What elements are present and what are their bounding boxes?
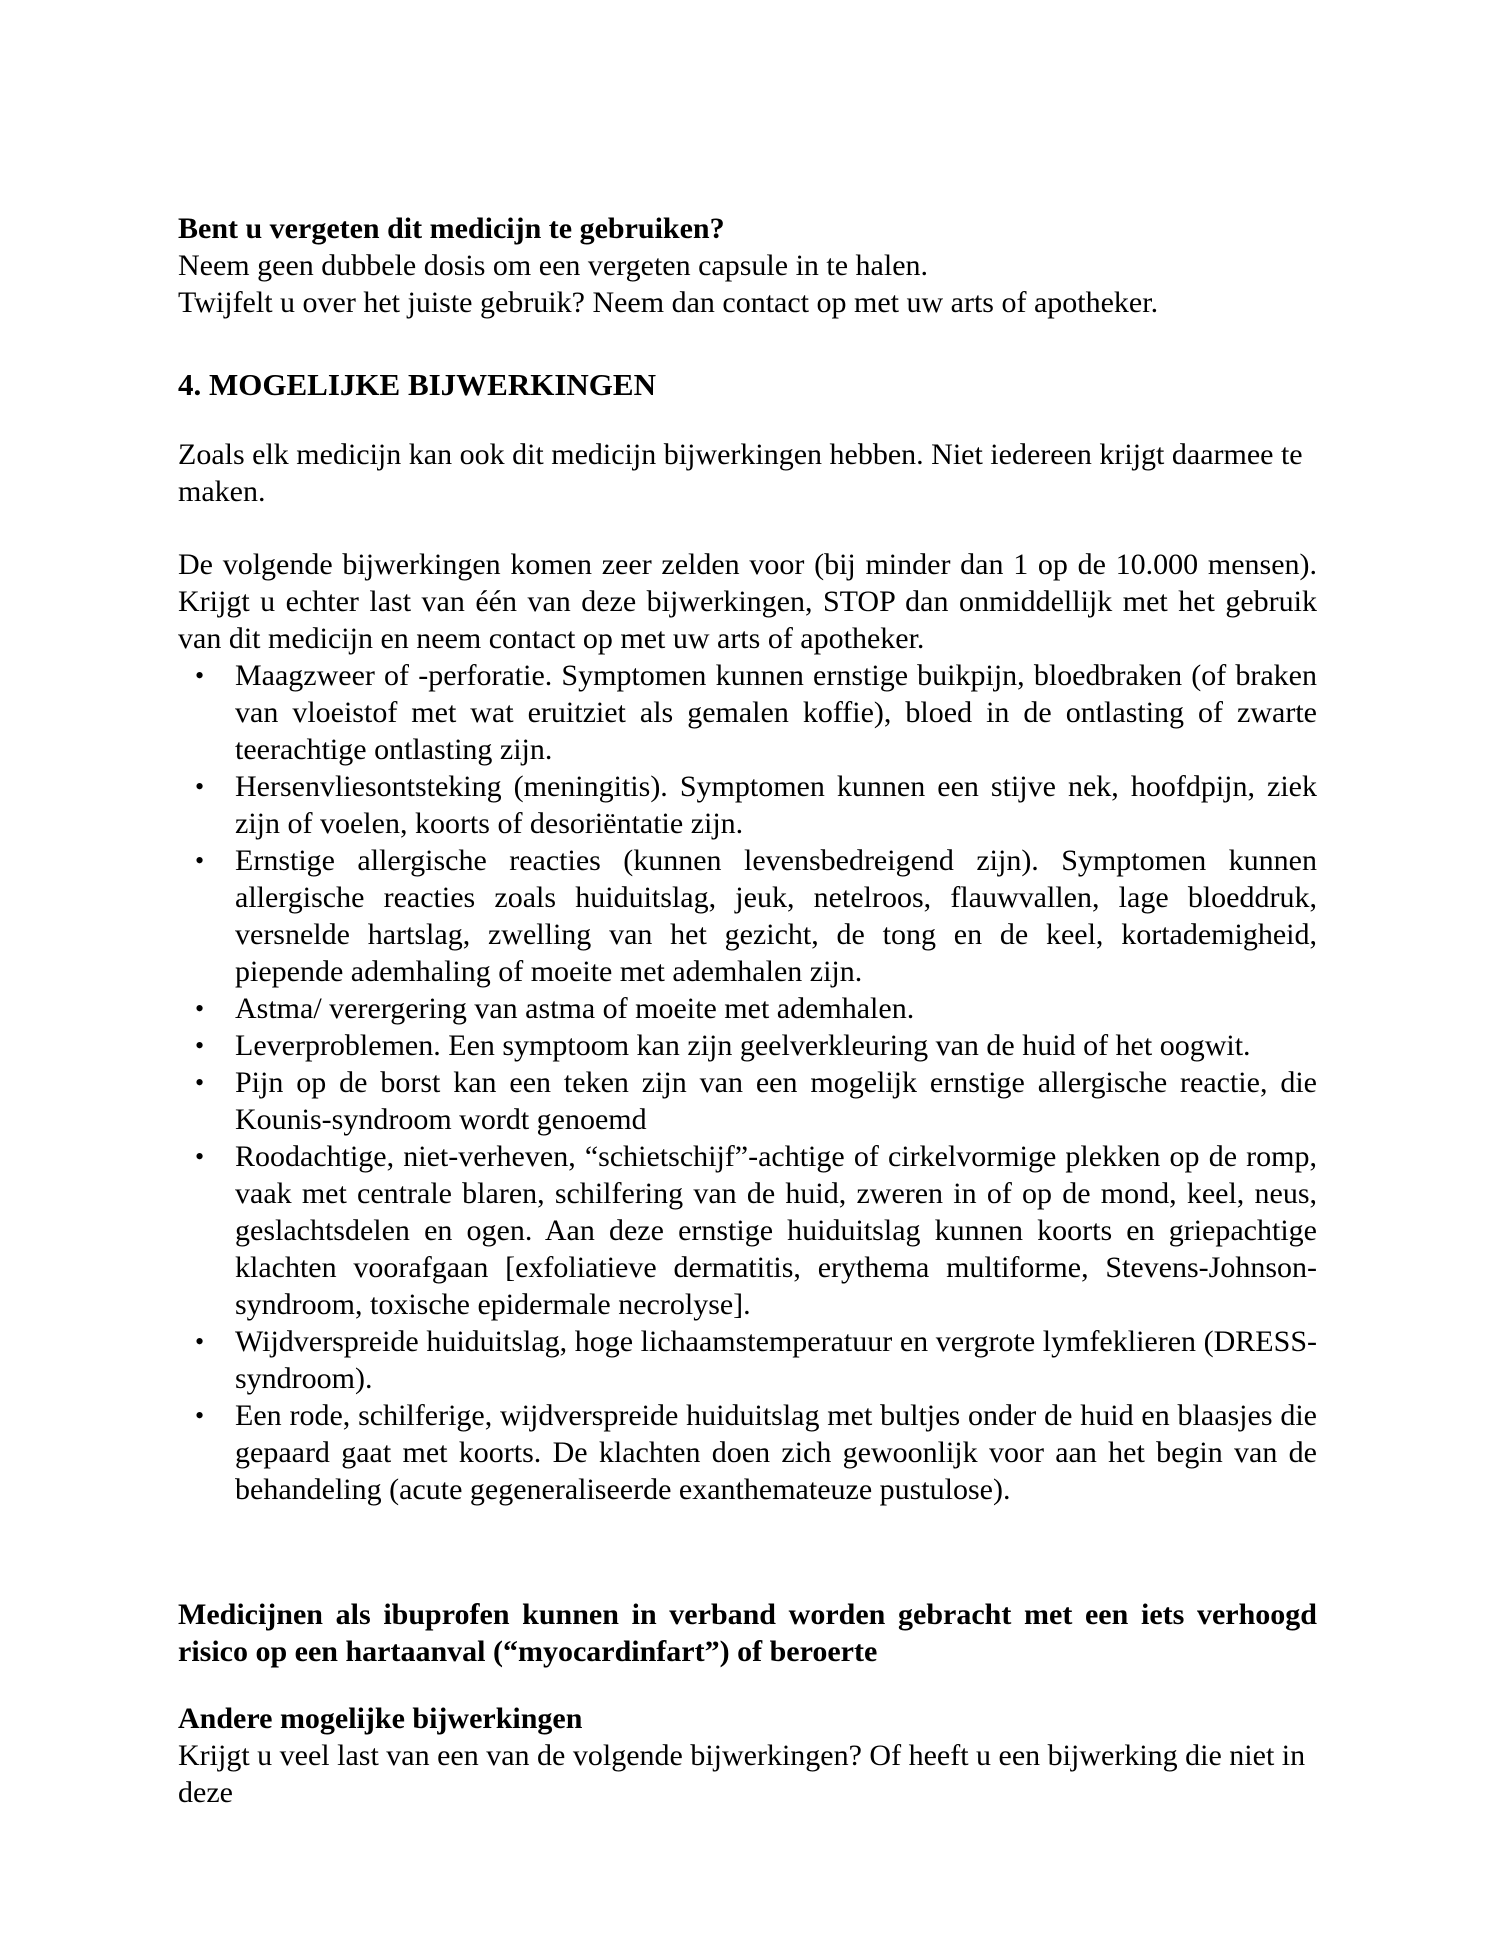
heart-risk-warning: Medicijnen als ibuprofen kunnen in verband worden gebracht met een iets verhoogd risico op een hartaanval (“myocardinfart”) of beroerte (178, 1598, 1317, 1668)
side-effects-intro: Zoals elk medicijn kan ook dit medicijn bijwerkingen hebben. Niet iedereen krijgt daarmee te maken. (178, 438, 1303, 508)
list-item-text: Leverproblemen. Een symptoom kan zijn geelverkleuring van de huid of het oogwit. (235, 1029, 1251, 1062)
list-item-text: Maagzweer of -perforatie. Symptomen kunnen ernstige buikpijn, bloedbraken (of braken van vloeistof met wat eruitziet als gemalen koffie), bloed in de ontlasting of zwarte teerachtige ontlasting zijn. (235, 659, 1317, 766)
bullet-icon: • (195, 1401, 205, 1430)
bullet-icon: • (195, 661, 205, 690)
bullet-icon: • (195, 1327, 205, 1356)
list-item (178, 1397, 1317, 1508)
list-item (178, 657, 1317, 768)
list-item-text: Wijdverspreide huiduitslag, hoge lichaamstemperatuur en vergrote lymfeklieren (DRESS-syndroom). (235, 1325, 1317, 1395)
rare-side-effects-paragraph: De volgende bijwerkingen komen zeer zelden voor (bij minder dan 1 op de 10.000 mensen). Krijgt u echter last van één van deze bijwerkingen, STOP dan onmiddellijk met het gebruik van dit medicijn en neem contact op met uw arts of apotheker. (178, 548, 1317, 655)
section-4-heading: 4. MOGELIJKE BIJWERKINGEN (178, 367, 656, 402)
list-item (178, 1323, 1317, 1397)
other-side-effects-heading: Andere mogelijke bijwerkingen (178, 1702, 583, 1735)
other-side-effects-intro: Krijgt u veel last van een van de volgende bijwerkingen? Of heeft u een bijwerking die niet in deze (178, 1739, 1306, 1809)
list-item (178, 768, 1317, 842)
bullet-icon: • (195, 1142, 205, 1171)
list-item-text: Astma/ verergering van astma of moeite met ademhalen. (235, 992, 915, 1025)
list-item (178, 1064, 1317, 1138)
forgot-section-heading: Bent u vergeten dit medicijn te gebruiken? (178, 212, 725, 245)
list-item (178, 1027, 1317, 1064)
bullet-icon: • (195, 1068, 205, 1097)
forgot-section-line-2: Twijfelt u over het juiste gebruik? Neem dan contact op met uw arts of apotheker. (178, 286, 1159, 319)
list-item-text: Een rode, schilferige, wijdverspreide huiduitslag met bultjes onder de huid en blaasjes die gepaard gaat met koorts. De klachten doen zich gewoonlijk voor aan het begin van de behandeling (acute gegeneraliseerde exanthemateuze pustulose). (235, 1399, 1317, 1506)
bullet-icon: • (195, 772, 205, 801)
bullet-icon: • (195, 994, 205, 1023)
list-item-text: Roodachtige, niet-verheven, “schietschijf”-achtige of cirkelvormige plekken op de romp, vaak met centrale blaren, schilfering van de huid, zweren in of op de mond, keel, neus, geslachtsdelen en ogen. Aan deze ernstige huiduitslag kunnen koorts en griepachtige klachten voorafgaan [exfoliatieve dermatitis, erythema multiforme, Stevens-Johnson-syndroom, toxische epidermale necrolyse]. (235, 1140, 1317, 1321)
side-effects-list (178, 657, 1317, 1508)
list-item (178, 842, 1317, 990)
list-item (178, 990, 1317, 1027)
list-item-text: Ernstige allergische reacties (kunnen levensbedreigend zijn). Symptomen kunnen allergische reacties zoals huiduitslag, jeuk, netelroos, flauwvallen, lage bloeddruk, versnelde hartslag, zwelling van het gezicht, de tong en de keel, kortademigheid, piepende ademhaling of moeite met ademhalen zijn. (235, 844, 1317, 988)
bullet-icon: • (195, 846, 205, 875)
bullet-icon: • (195, 1031, 205, 1060)
list-item-text: Hersenvliesontsteking (meningitis). Symptomen kunnen een stijve nek, hoofdpijn, ziek zijn of voelen, koorts of desoriëntatie zijn. (235, 770, 1317, 840)
forgot-section-line-1: Neem geen dubbele dosis om een vergeten capsule in te halen. (178, 249, 929, 282)
list-item-text: Pijn op de borst kan een teken zijn van een mogelijk ernstige allergische reactie, die Kounis-syndroom wordt genoemd (235, 1066, 1317, 1136)
list-item (178, 1138, 1317, 1323)
